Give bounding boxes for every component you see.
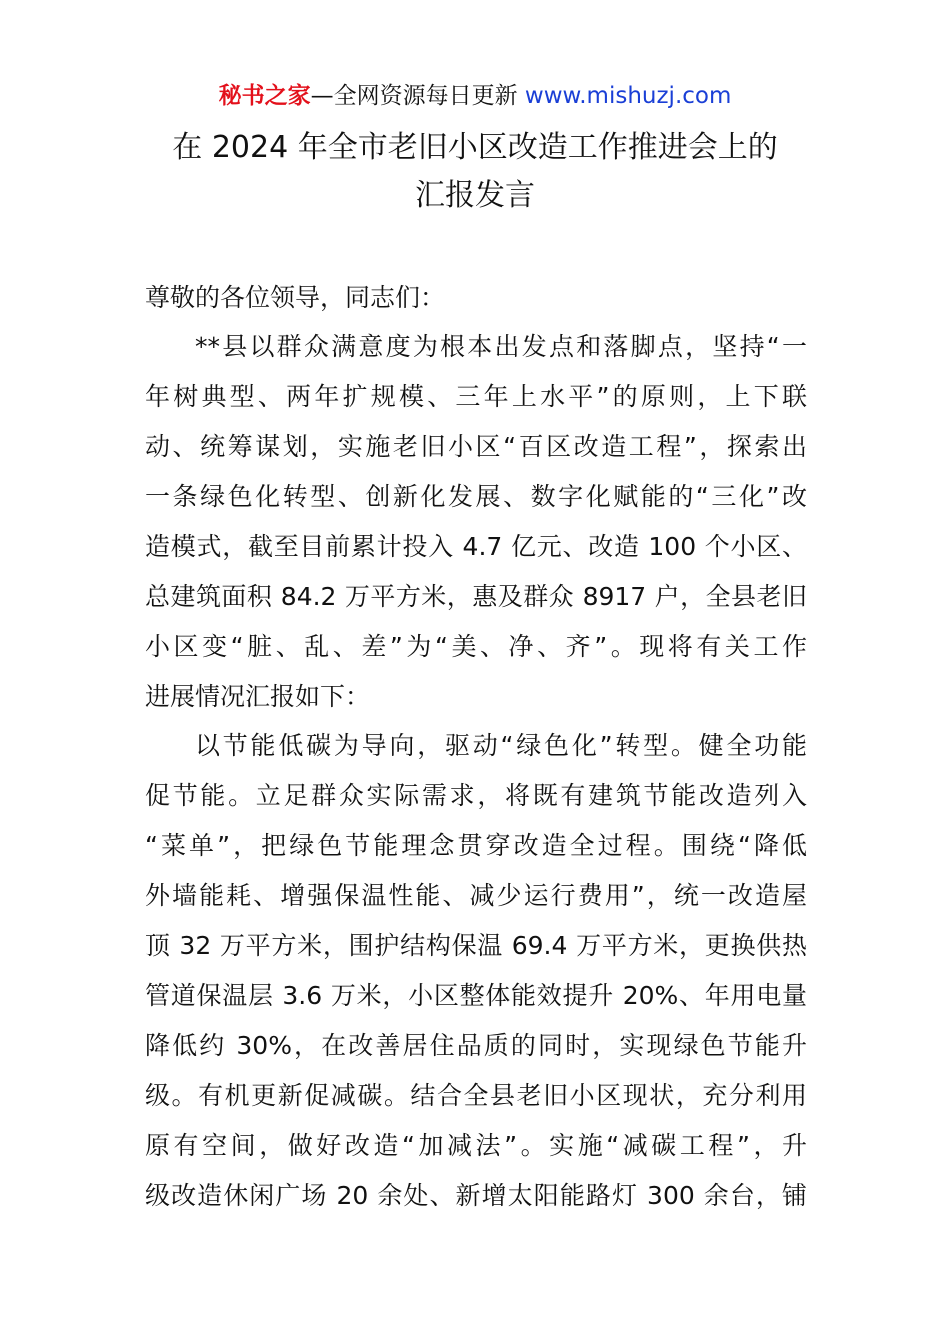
paragraph-line: 小区变“脏、乱、差”为“美、净、齐”。现将有关工作 (145, 632, 807, 661)
document-title-line-1: 在 2024 年全市老旧小区改造工作推进会上的 (172, 130, 778, 165)
paragraph-line: 造模式，截至目前累计投入 4.7 亿元、改造 100 个小区、 (145, 532, 807, 561)
paragraph-green-transformation (145, 721, 807, 1221)
paragraph-line: 以节能低碳为导向，驱动“绿色化”转型。健全功能 (195, 731, 807, 760)
paragraph-line: 级改造休闲广场 20 余处、新增太阳能路灯 300 余台，铺 (145, 1181, 807, 1210)
paragraph-line: 促节能。立足群众实际需求，将既有建筑节能改造列入 (145, 781, 807, 810)
paragraph-line: 一条绿色化转型、创新化发展、数字化赋能的“三化”改 (145, 482, 807, 511)
salutation: 尊敬的各位领导，同志们： (145, 283, 446, 312)
header-tagline: —全网资源每日更新 (310, 83, 518, 109)
paragraph-line: 进展情况汇报如下： (145, 682, 371, 711)
site-url-link[interactable]: www.mishuzj.com (524, 83, 732, 109)
paragraph-line: 外墙能耗、增强保温性能、减少运行费用”，统一改造屋 (145, 881, 807, 910)
brand-name: 秘书之家 (218, 83, 311, 109)
paragraph-line: 降低约 30%，在改善居住品质的同时，实现绿色节能升 (145, 1031, 807, 1060)
paragraph-line: 年树典型、两年扩规模、三年上水平”的原则，上下联 (145, 382, 807, 411)
site-header (0, 80, 950, 112)
paragraph-line: 级。有机更新促减碳。结合全县老旧小区现状，充分利用 (145, 1081, 807, 1110)
paragraph-line: 总建筑面积 84.2 万平方米，惠及群众 8917 户，全县老旧 (145, 582, 807, 611)
paragraph-line: 动、统筹谋划，实施老旧小区“百区改造工程”，探索出 (145, 432, 807, 461)
paragraph-line: **县以群众满意度为根本出发点和落脚点，坚持“一 (195, 332, 807, 361)
paragraph-intro (145, 322, 807, 722)
document-title-line-2: 汇报发言 (415, 178, 535, 213)
paragraph-line: 顶 32 万平方米，围护结构保温 69.4 万平方米，更换供热 (145, 931, 807, 960)
paragraph-line: 管道保温层 3.6 万米，小区整体能效提升 20%、年用电量 (145, 981, 807, 1010)
paragraph-line: 原有空间，做好改造“加减法”。实施“减碳工程”，升 (145, 1131, 807, 1160)
paragraph-line: “菜单”，把绿色节能理念贯穿改造全过程。围绕“降低 (145, 831, 807, 860)
